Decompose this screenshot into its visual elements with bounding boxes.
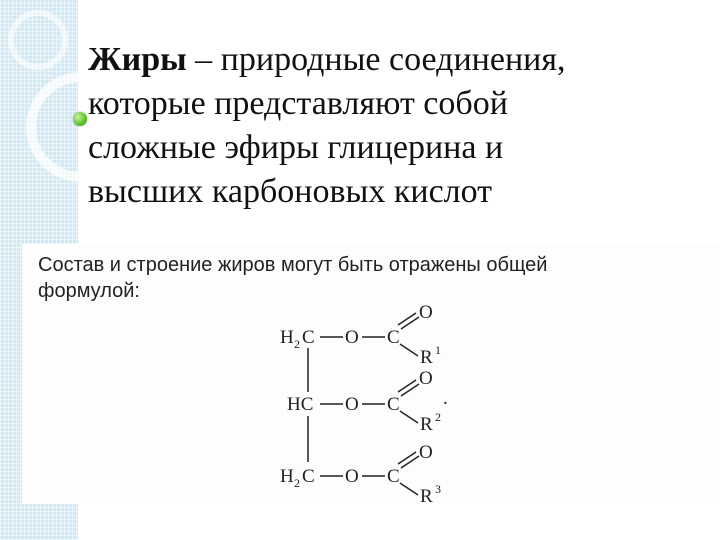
row3-h: H [280,466,294,487]
row2-double-bond-b [401,384,419,396]
row2-hc: HC [287,394,314,415]
row1-sub: 2 [294,337,300,351]
title-line-2: которые представляют собой [88,85,508,122]
row2-bond-c-r [400,411,418,423]
row3-o-link: O [345,466,359,487]
row3-o-dbl: O [419,442,433,463]
row1-o-link: O [345,327,359,348]
caption-line-1: Состав и строение жиров могут быть отражены общей [38,254,548,276]
title-line-1: – природные соединения, [186,41,566,78]
row2-c-acyl: C [387,394,400,415]
row3-r: R [420,486,433,507]
row1-o-dbl: O [419,302,433,323]
row2-o-link: O [345,394,359,415]
row2-r: R [420,414,433,435]
row3-double-bond-b [401,456,419,468]
trailing-mark: . [443,388,448,409]
row3-double-bond-a [398,452,416,464]
row3-carbon: C [302,466,315,487]
row2-double-bond-a [398,380,416,392]
row1-carbon: C [302,327,315,348]
row1-double-bond-a [398,313,416,325]
row1-r: R [420,347,433,368]
row1-double-bond-b [401,317,419,329]
row1-bond-c-r [400,344,418,356]
row1-r-sup: 1 [435,343,441,357]
title-line-3: сложные эфиры глицерина и [88,129,504,166]
row3-c-acyl: C [387,466,400,487]
row3-bond-c-r [400,483,418,495]
row3-sub: 2 [294,476,300,490]
row2-r-sup: 2 [435,410,441,424]
row2-o-dbl: O [419,368,433,389]
row3-r-sup: 3 [435,482,441,496]
title-line-4: высших карбоновых кислот [88,173,493,210]
title-term: Жиры [88,41,187,78]
row1-c-acyl: C [387,327,400,348]
caption-line-2: формулой: [38,280,140,302]
row1-h: H [280,327,294,348]
